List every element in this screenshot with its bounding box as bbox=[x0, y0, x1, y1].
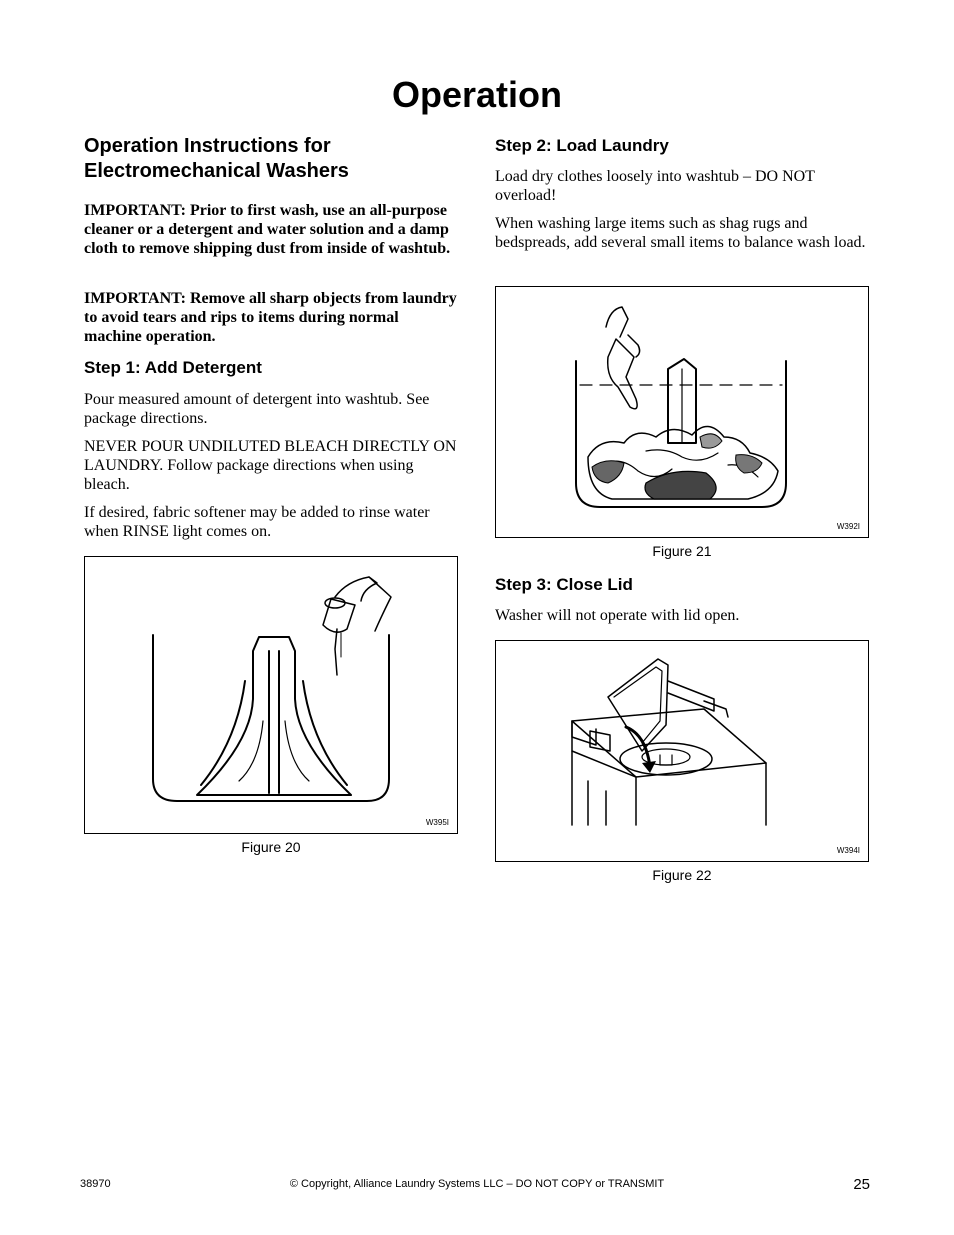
step1-para-1: Pour measured amount of detergent into washtub. See package directions. bbox=[84, 391, 430, 427]
laundry-load-illustration bbox=[496, 287, 868, 537]
figure-21-caption: Figure 21 bbox=[652, 543, 712, 559]
figure-20-caption: Figure 20 bbox=[241, 839, 301, 855]
figure-22-caption: Figure 22 bbox=[652, 867, 712, 883]
important-note-sharp-objects: IMPORTANT: Remove all sharp objects from laundry to avoid tears and rips to items during normal machine operation. bbox=[84, 290, 457, 345]
step1-para-2: NEVER POUR UNDILUTED BLEACH DIRECTLY ON LAUNDRY. Follow package directions when using bleach. bbox=[84, 438, 457, 493]
figure-21 bbox=[495, 286, 869, 538]
footer-page-number: 25 bbox=[853, 1176, 870, 1193]
step1-para-3: If desired, fabric softener may be added to rinse water when RINSE light comes on. bbox=[84, 504, 430, 540]
step2-heading: Step 2: Load Laundry bbox=[495, 136, 669, 155]
step2-para-1: Load dry clothes loosely into washtub – DO NOT overload! bbox=[495, 168, 815, 204]
step1-heading: Step 1: Add Detergent bbox=[84, 358, 262, 377]
footer-doc-number: 38970 bbox=[80, 1178, 111, 1190]
figure-20-id: W395I bbox=[425, 818, 449, 827]
footer-copyright: © Copyright, Alliance Laundry Systems LLC – DO NOT COPY or TRANSMIT bbox=[289, 1178, 665, 1190]
section-heading: Operation Instructions for Electromechanical Washers bbox=[84, 135, 349, 182]
figure-22-id: W394I bbox=[836, 846, 860, 855]
figure-22 bbox=[495, 640, 869, 862]
step3-para-1: Washer will not operate with lid open. bbox=[495, 607, 740, 624]
step2-para-2: When washing large items such as shag rugs and bedspreads, add several small items to balance wash load. bbox=[495, 215, 866, 251]
figure-21-id: W392I bbox=[836, 522, 860, 531]
step3-heading: Step 3: Close Lid bbox=[495, 575, 633, 594]
important-note-shipping-dust: IMPORTANT: Prior to first wash, use an all-purpose cleaner or a detergent and water solution and a damp cloth to remove shipping dust from inside of washtub. bbox=[84, 202, 451, 257]
close-lid-illustration bbox=[496, 641, 868, 861]
page-title: Operation bbox=[391, 74, 562, 115]
detergent-pour-illustration bbox=[85, 557, 457, 833]
figure-20 bbox=[84, 556, 458, 834]
